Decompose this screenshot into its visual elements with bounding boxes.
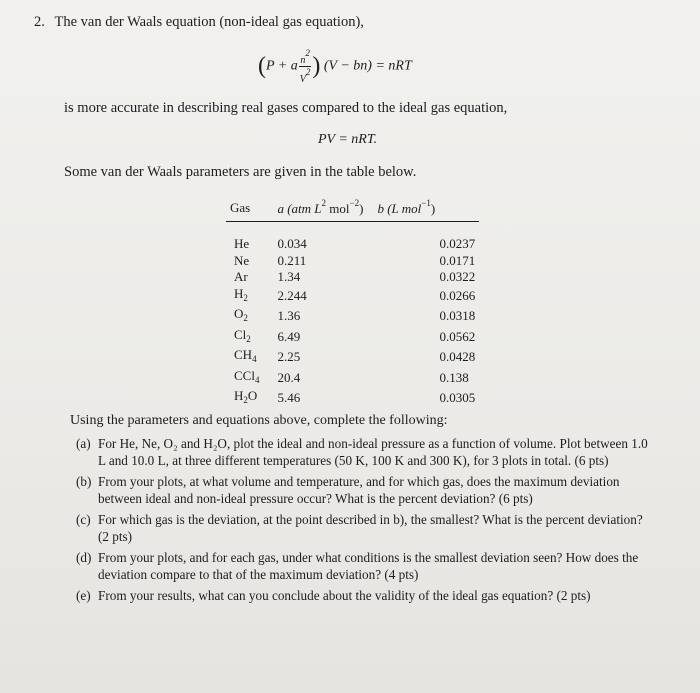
b-value: 0.0266	[439, 287, 476, 303]
gas-subscript: 4	[254, 374, 260, 385]
instructions	[64, 412, 648, 608]
eq-n-exp: 2	[305, 48, 310, 58]
item-label: (a)	[76, 436, 91, 451]
gas-cell	[226, 269, 263, 286]
table-row	[226, 388, 479, 409]
a-value: 20.4	[277, 369, 301, 385]
a-value: 1.36	[277, 308, 301, 323]
eq-n: n	[300, 55, 306, 66]
table-row	[226, 253, 479, 270]
gas-subscript: 2	[246, 333, 251, 344]
header-b-exp: −1	[421, 198, 431, 208]
gas-cell	[226, 306, 263, 327]
instruction-item	[64, 549, 648, 583]
table-row	[226, 306, 479, 327]
gas-subscript: 2	[243, 313, 248, 323]
instruction-items	[64, 435, 648, 604]
b-value: 0.0428	[439, 349, 476, 364]
table-row	[226, 269, 479, 286]
header-a: a (atm $L^2$ mol$^{-2}$)	[263, 198, 373, 222]
b-value: 0.0237	[439, 236, 476, 251]
van-der-waals-equation: (P + a $\frac{n2}{V2}$ ) (V − bn) = nRT	[258, 48, 412, 85]
b-value: 0.0322	[439, 269, 476, 284]
gas-subscript: 2	[243, 395, 248, 405]
gas-cell	[226, 368, 263, 389]
problem-intro: The van der Waals equation (non-ideal gas equation),	[54, 14, 364, 30]
gas-formula: H	[234, 285, 244, 301]
item-text: For which gas is the deviation, at the point described in b), the smallest? What is the percent deviation? (2 pts)	[98, 512, 643, 544]
gas-cell	[226, 388, 263, 409]
table-row	[226, 286, 479, 307]
eq-V: V	[299, 74, 306, 85]
gas-formula: Ne	[234, 252, 250, 268]
instructions-lead: Using the parameters and equations above, complete the following:	[70, 413, 448, 428]
table-body	[226, 222, 479, 409]
table-row	[226, 368, 479, 389]
problem-number: 2.	[34, 14, 45, 30]
item-text: From your results, what can you conclude about the validity of the ideal gas equation? (2 pts)	[98, 588, 591, 603]
accuracy-text: is more accurate in describing real gases compared to the ideal gas equation,	[64, 100, 508, 116]
eq-P: P	[266, 58, 275, 74]
header-b: b (L mol$^{-1}$)	[373, 198, 479, 222]
instruction-item	[64, 473, 648, 507]
a-value: 1.34	[277, 269, 301, 284]
a-value: 2.244	[277, 287, 307, 303]
gas-cell	[226, 222, 263, 253]
item-text: For He, Ne, O₂ and H₂O, plot the ideal and non-ideal pressure as a function of volume. Plot between 1.0 L and 10.0 L, at three different temperatures (50 K, 100 K and 300 K), for 3 plots in total. (6 pts)	[98, 436, 648, 468]
b-value: 0.0318	[439, 308, 476, 323]
header-a-mol: mol	[326, 201, 350, 216]
a-value: 2.25	[277, 349, 301, 364]
gas-cell	[226, 327, 263, 348]
header-a-exp1: 2	[321, 198, 327, 208]
instruction-item	[64, 511, 648, 545]
eq-plus-a: + a	[277, 58, 298, 74]
item-label: (e)	[76, 588, 91, 603]
a-value: 6.49	[277, 328, 301, 344]
item-text: From your plots, and for each gas, under what conditions is the smallest deviation seen? How does the deviation compare to that of the maximum deviation? (4 pts)	[98, 550, 639, 582]
gas-formula: O	[234, 306, 244, 321]
item-label: (d)	[76, 550, 92, 565]
ideal-gas-equation: PV = nRT.	[318, 132, 378, 147]
b-value: 0.0171	[439, 252, 476, 268]
b-value: 0.138	[439, 369, 469, 385]
item-text: From your plots, at what volume and temperature, and for which gas, does the maximum deviation between ideal and non-ideal pressure occur? What is the percent deviation? (6 pts)	[98, 474, 620, 506]
gas-cell	[226, 347, 263, 368]
a-value: 0.211	[277, 252, 307, 268]
header-a-label: a (atm L	[277, 201, 322, 216]
gas-formula: Ar	[234, 269, 248, 284]
table-intro: Some van der Waals parameters are given in the table below.	[64, 164, 417, 180]
gas-formula: He	[234, 236, 250, 251]
gas-cell	[226, 253, 263, 270]
b-value: 0.0562	[439, 328, 476, 344]
header-b-label: b (L mol	[377, 201, 422, 216]
gas-cell	[226, 286, 263, 307]
header-a-exp2: −2	[349, 198, 360, 208]
instruction-item	[64, 587, 648, 604]
instruction-item	[64, 435, 648, 469]
problem-intro-line	[34, 14, 364, 31]
a-value: 5.46	[277, 390, 301, 405]
item-label: (c)	[76, 512, 91, 527]
gas-formula-tail: O	[247, 388, 258, 403]
table-row	[226, 347, 479, 368]
eq-V-exp: 2	[305, 67, 311, 77]
table-row	[226, 327, 479, 348]
gas-formula: CH	[234, 347, 253, 362]
gas-subscript: 2	[243, 292, 248, 303]
table-header-row	[226, 198, 479, 222]
eq-fraction	[299, 48, 312, 85]
vdw-parameters-table	[226, 198, 479, 409]
gas-formula: H	[234, 388, 244, 403]
gas-formula: Cl	[234, 326, 247, 342]
b-value: 0.0305	[439, 390, 476, 405]
a-value: 0.034	[277, 236, 307, 251]
eq-rhs: (V − bn) = nRT	[323, 58, 412, 74]
gas-subscript: 4	[252, 354, 257, 364]
item-label: (b)	[76, 474, 92, 489]
header-gas: Gas	[226, 198, 263, 222]
table-row	[226, 222, 479, 253]
gas-formula: CCl	[234, 367, 255, 383]
